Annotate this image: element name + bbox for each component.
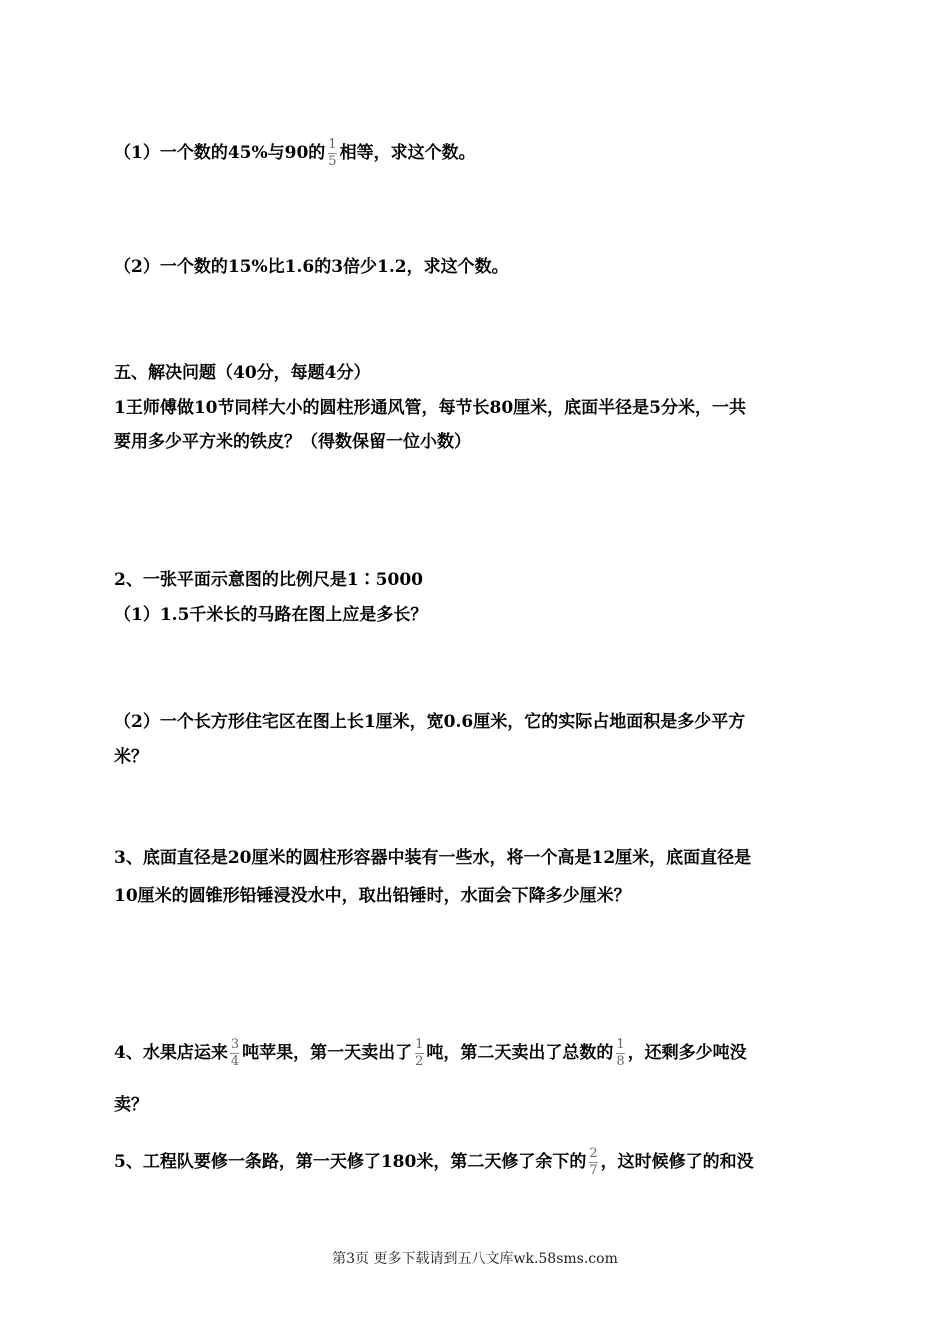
problem-2-sub-1: （1）1.5千米长的马路在图上应是多长？ <box>114 605 428 625</box>
question-4-1 <box>114 138 476 169</box>
problem-2-sub-2-line-2: 米？ <box>114 747 148 767</box>
q4-1-text-before: （1）一个数的45%与90的 <box>114 143 326 163</box>
fraction-one-fifth: $\frac{1}{5}$ <box>328 137 337 169</box>
problem-2-title: 2、一张平面示意图的比例尺是1∶5000 <box>114 570 423 590</box>
fraction-one-eighth: $\frac{1}{8}$ <box>616 1037 625 1069</box>
fraction-two-sevenths: $\frac{2}{7}$ <box>589 1146 598 1178</box>
fraction-one-half: $\frac{1}{2}$ <box>415 1037 424 1069</box>
problem-1-line-2: 要用多少平方米的铁皮？（得数保留一位小数） <box>114 432 471 452</box>
problem-1-line-1: 1王师傅做10节同样大小的圆柱形通风管，每节长80厘米，底面半径是5分米，一共 <box>114 398 746 418</box>
problem-5-line-1: 5、工程队要修一条路，第一天修了180米，第二天修了余下的 $\frac{2}{7}$ ，这时候修了的和没 <box>114 1146 754 1178</box>
problem-3-line-1: 3、底面直径是20厘米的圆柱形容器中装有一些水，将一个高是12厘米，底面直径是 <box>114 848 752 868</box>
fraction-three-quarters: $\frac{3}{4}$ <box>230 1037 240 1069</box>
page-footer: 第3页 更多下载请到五八文库wk.58sms.com <box>332 1251 618 1267</box>
section-5-title: 五、解决问题（40分，每题4分） <box>114 363 371 383</box>
question-4-2: （2）一个数的15%比1.6的3倍少1.2，求这个数。 <box>114 257 509 277</box>
q4-1-text-after: 相等，求这个数。 <box>339 143 476 163</box>
problem-3-line-2: 10厘米的圆锥形铅锤浸没水中，取出铅锤时，水面会下降多少厘米？ <box>114 886 631 906</box>
problem-4-line-1: 4、水果店运来 $\frac{3}{4}$ 吨苹果，第一天卖出了 $\frac{1}{2}$ 吨，第二天卖出了总数的 $\frac{1}{8}$ ，还剩多少吨没 <box>114 1037 747 1069</box>
problem-2-sub-2-line-1: （2）一个长方形住宅区在图上长1厘米，宽0.6厘米，它的实际占地面积是多少平方 <box>114 712 746 732</box>
problem-4-line-2: 卖？ <box>114 1095 148 1115</box>
